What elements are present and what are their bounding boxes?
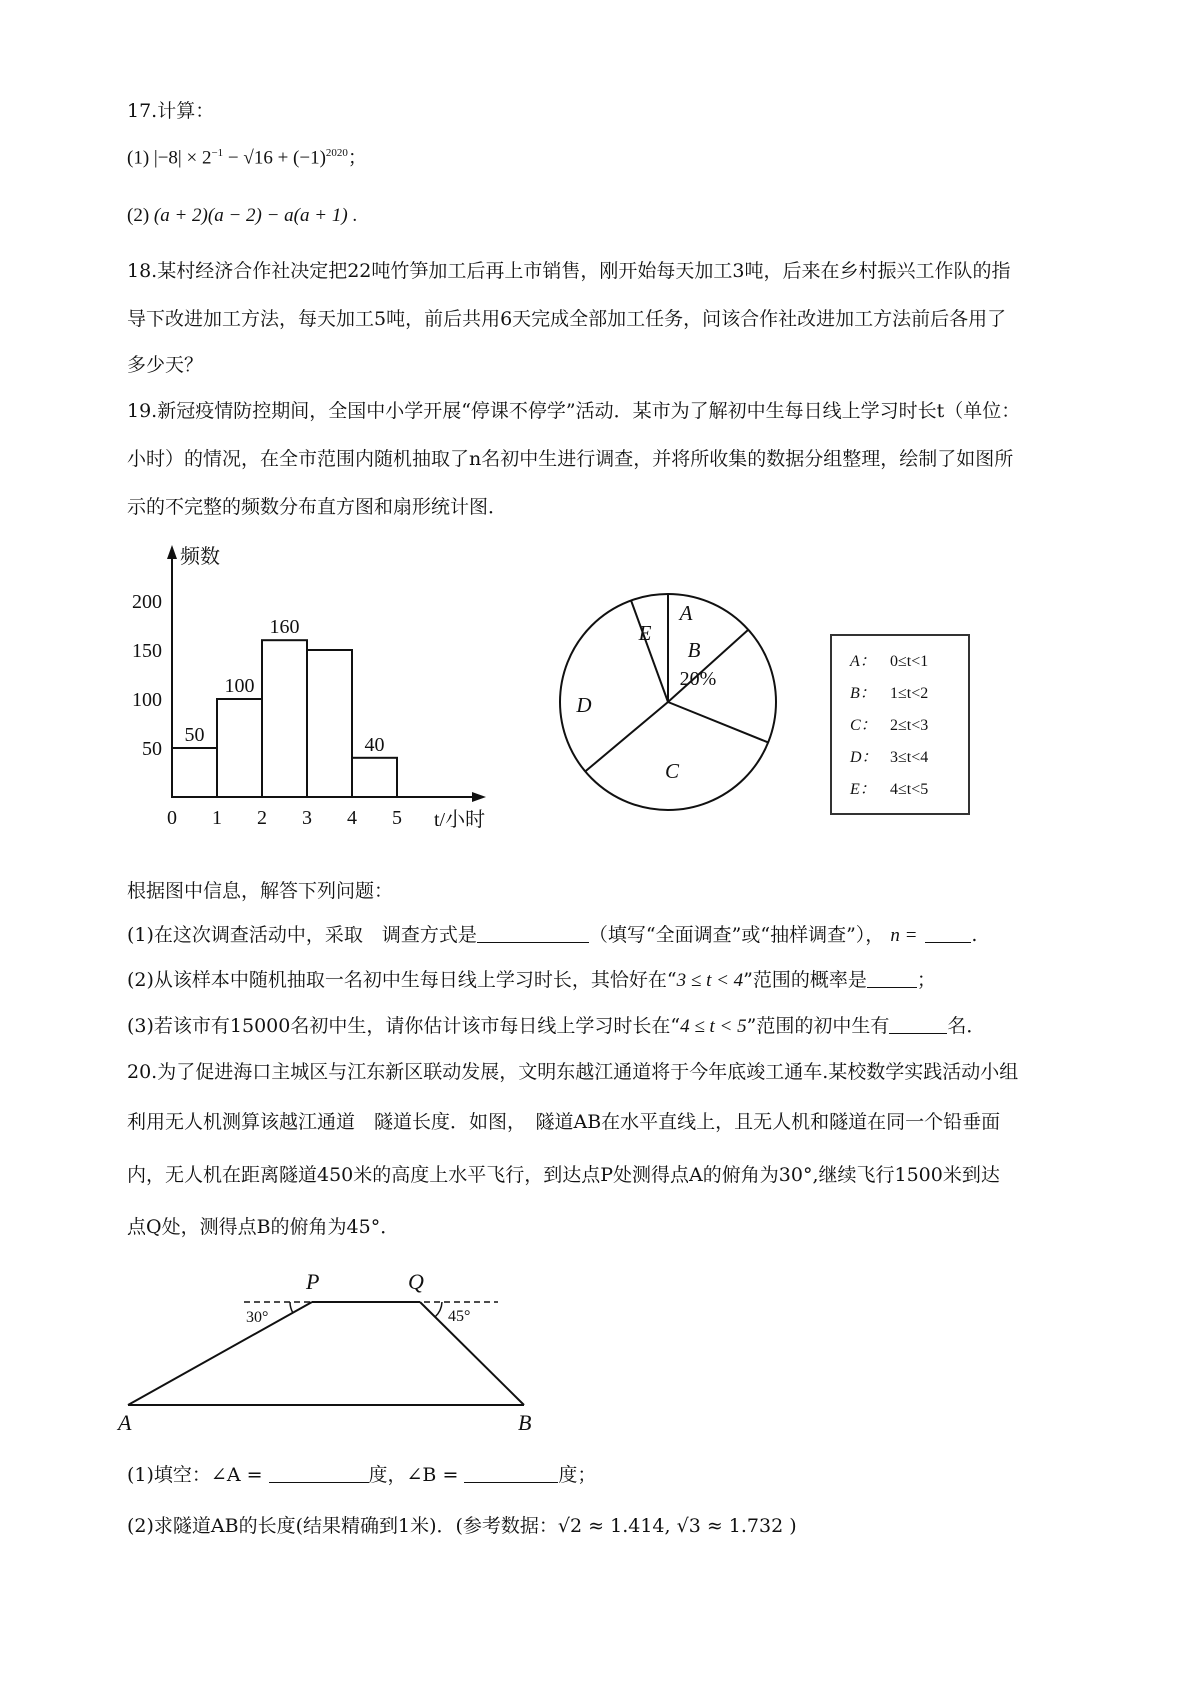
q20-sub1-text-b: 度，∠B =: [368, 1464, 459, 1486]
q19-sub1-text-b: （填写“全面调查”或“抽样调查”），: [588, 924, 885, 946]
x-tick-label: 0: [167, 807, 177, 829]
y-tick-label: 200: [132, 591, 162, 613]
q17-part2-expr: (a + 2)(a − 2) − a(a + 1): [153, 205, 348, 226]
q19-sub1: [127, 922, 1100, 949]
legend-key: A：: [850, 653, 876, 670]
q19-sub3-range: 4 ≤ t < 5: [680, 1016, 747, 1037]
pie-slice-label: E: [638, 621, 652, 645]
q19-sub1-text-a: (1)在这次调查活动中，采取 调查方式是: [127, 924, 477, 946]
q17-part2: [127, 203, 1100, 229]
legend-range: 3≤t<4: [890, 749, 929, 766]
tunnel-diagram: [118, 1255, 598, 1435]
q19-sub2: [127, 967, 1100, 994]
x-tick-label: 2: [257, 807, 267, 829]
q17-part1-exponent: −1: [211, 147, 224, 159]
answer-blank-probability[interactable]: [867, 969, 917, 988]
pie-percent-label: 20%: [679, 668, 717, 690]
pie-slice-label: B: [687, 638, 701, 662]
y-tick-label: 50: [142, 738, 162, 760]
bar-value-label: 160: [269, 616, 300, 639]
q17-part2-end: .: [352, 205, 358, 226]
y-tick-label: 100: [132, 689, 162, 711]
line-pa: [128, 1302, 312, 1405]
pie-legend: [830, 634, 970, 815]
legend-row: [850, 710, 968, 742]
histogram-bar: [262, 640, 307, 797]
q19-sub3-text-b: ”范围的初中生有: [746, 1015, 890, 1037]
histogram-bar: [307, 650, 352, 797]
q18-line1: 18.某村经济合作社决定把22吨竹笋加工后再上市销售，刚开始每天加工3吨，后来在乡村振兴工作队的指: [127, 260, 1011, 282]
q17-part1-exponent2: 2020: [325, 147, 348, 159]
x-axis-arrow: [472, 792, 486, 802]
q17-part1: [127, 140, 1100, 171]
q17-part1-expr-mid: − √16 + (−1): [223, 147, 326, 169]
y-tick-label: 150: [132, 640, 162, 662]
legend-range: 1≤t<2: [890, 685, 929, 702]
x-tick-label: 4: [347, 807, 357, 829]
q19-line3: 示的不完整的频数分布直方图和扇形统计图．: [127, 496, 508, 518]
q17-part1-label: (1): [127, 147, 150, 169]
legend-range: 4≤t<5: [890, 781, 929, 798]
answer-blank-angle-b[interactable]: [464, 1464, 558, 1483]
q20-sub1-text-a: (1)填空：∠A =: [127, 1464, 263, 1486]
angle-arc-p: [290, 1302, 293, 1313]
answer-blank-n[interactable]: [925, 924, 971, 943]
q19-sub1-end: .: [971, 924, 978, 946]
histogram-bar: [217, 699, 262, 797]
legend-key: B：: [850, 685, 876, 702]
legend-row: [850, 774, 968, 806]
q19-sub3: [127, 1013, 1100, 1040]
pie-slice-label: D: [576, 693, 592, 717]
angle-arc-q: [435, 1302, 442, 1317]
label-a: A: [118, 1410, 132, 1435]
histogram-bar: [352, 758, 397, 797]
answer-blank-estimate[interactable]: [889, 1015, 947, 1034]
bar-value-label: 40: [364, 733, 385, 756]
pie-slice-label: A: [679, 601, 693, 625]
q18-line3: 多少天？: [127, 354, 204, 376]
q19-sub2-end: ；: [916, 969, 936, 991]
legend-row: [850, 646, 968, 678]
q19-intro: 根据图中信息，解答下列问题：: [127, 880, 394, 902]
label-b: B: [518, 1410, 532, 1435]
y-axis-arrow: [167, 545, 177, 559]
answer-blank-survey-type[interactable]: [477, 924, 589, 943]
q20-line2: 利用无人机测算该越江通道 隧道长度．如图， 隧道AB在水平直线上，且无人机和隧道在同一个铅垂面: [127, 1111, 1001, 1133]
answer-blank-angle-a[interactable]: [269, 1464, 369, 1483]
q19-sub2-text-a: (2)从该样本中随机抽取一名初中生每日线上学习时长，其恰好在“: [127, 969, 677, 991]
label-q: Q: [408, 1269, 424, 1294]
q19-sub3-text-a: (3)若该市有15000名初中生，请你估计该市每日线上学习时长在“: [127, 1015, 681, 1037]
x-tick-label: 3: [302, 807, 312, 829]
label-p: P: [306, 1269, 320, 1294]
legend-range: 0≤t<1: [890, 653, 929, 670]
x-tick-label: 1: [212, 807, 222, 829]
bar-value-label: 50: [184, 724, 205, 746]
pie-slice-label: C: [664, 759, 680, 783]
q18-line2: 导下改进加工方法，每天加工5吨，前后共用6天完成全部加工任务，问该合作社改进加工方法前后各用了: [127, 308, 1007, 330]
q17-part1-end: ；: [347, 147, 367, 169]
legend-key: D：: [850, 749, 878, 766]
x-tick-label: 5: [392, 807, 402, 829]
q19-sub3-end: 名．: [947, 1015, 986, 1037]
q20-sub2: (2)求隧道AB的长度(结果精确到1米)．(参考数据：√2 ≈ 1.414, √3 ≈ 1.732 ): [127, 1515, 797, 1537]
pie-chart: [548, 582, 788, 822]
legend-row: [850, 678, 968, 710]
legend-key: E：: [850, 781, 876, 798]
legend-range: 2≤t<3: [890, 717, 929, 734]
q17-heading: 17.计算：: [127, 100, 215, 122]
q20-line4: 点Q处，测得点B的俯角为45°．: [127, 1216, 400, 1238]
angle-label-45: 45°: [448, 1308, 471, 1325]
legend-key: C：: [850, 717, 877, 734]
legend-row: [850, 742, 968, 774]
q20-line1: 20.为了促进海口主城区与江东新区联动发展，文明东越江通道将于今年底竣工通车.某校数学实践活动小组: [127, 1061, 1019, 1083]
q19-sub2-range: 3 ≤ t < 4: [676, 970, 744, 991]
y-axis-label: 频数: [180, 546, 220, 568]
q17-part2-label: (2): [127, 205, 150, 226]
histogram-chart: [120, 545, 486, 845]
q20-sub1: [127, 1462, 1100, 1488]
q20-line3: 内，无人机在距离隧道450米的高度上水平飞行，到达点P处测得点A的俯角为30°,继续飞行1500米到达: [127, 1164, 1000, 1186]
bar-value-label: 100: [224, 675, 255, 697]
q19-line1: 19.新冠疫情防控期间，全国中小学开展“停课不停学”活动．某市为了解初中生每日线上学习时长t（单位：: [127, 400, 1021, 422]
q19-sub2-text-b: ”范围的概率是: [743, 969, 867, 991]
histogram-bar: [172, 748, 217, 797]
angle-label-30: 30°: [246, 1309, 269, 1326]
q17-part1-expr: |−8| × 2: [153, 147, 212, 169]
q20-sub1-text-c: 度；: [558, 1464, 597, 1486]
q19-sub1-n: n =: [890, 925, 918, 946]
x-axis-label: t/小时: [434, 809, 486, 831]
q19-line2: 小时）的情况，在全市范围内随机抽取了n名初中生进行调查，并将所收集的数据分组整理，绘制了如图所: [127, 448, 1014, 470]
